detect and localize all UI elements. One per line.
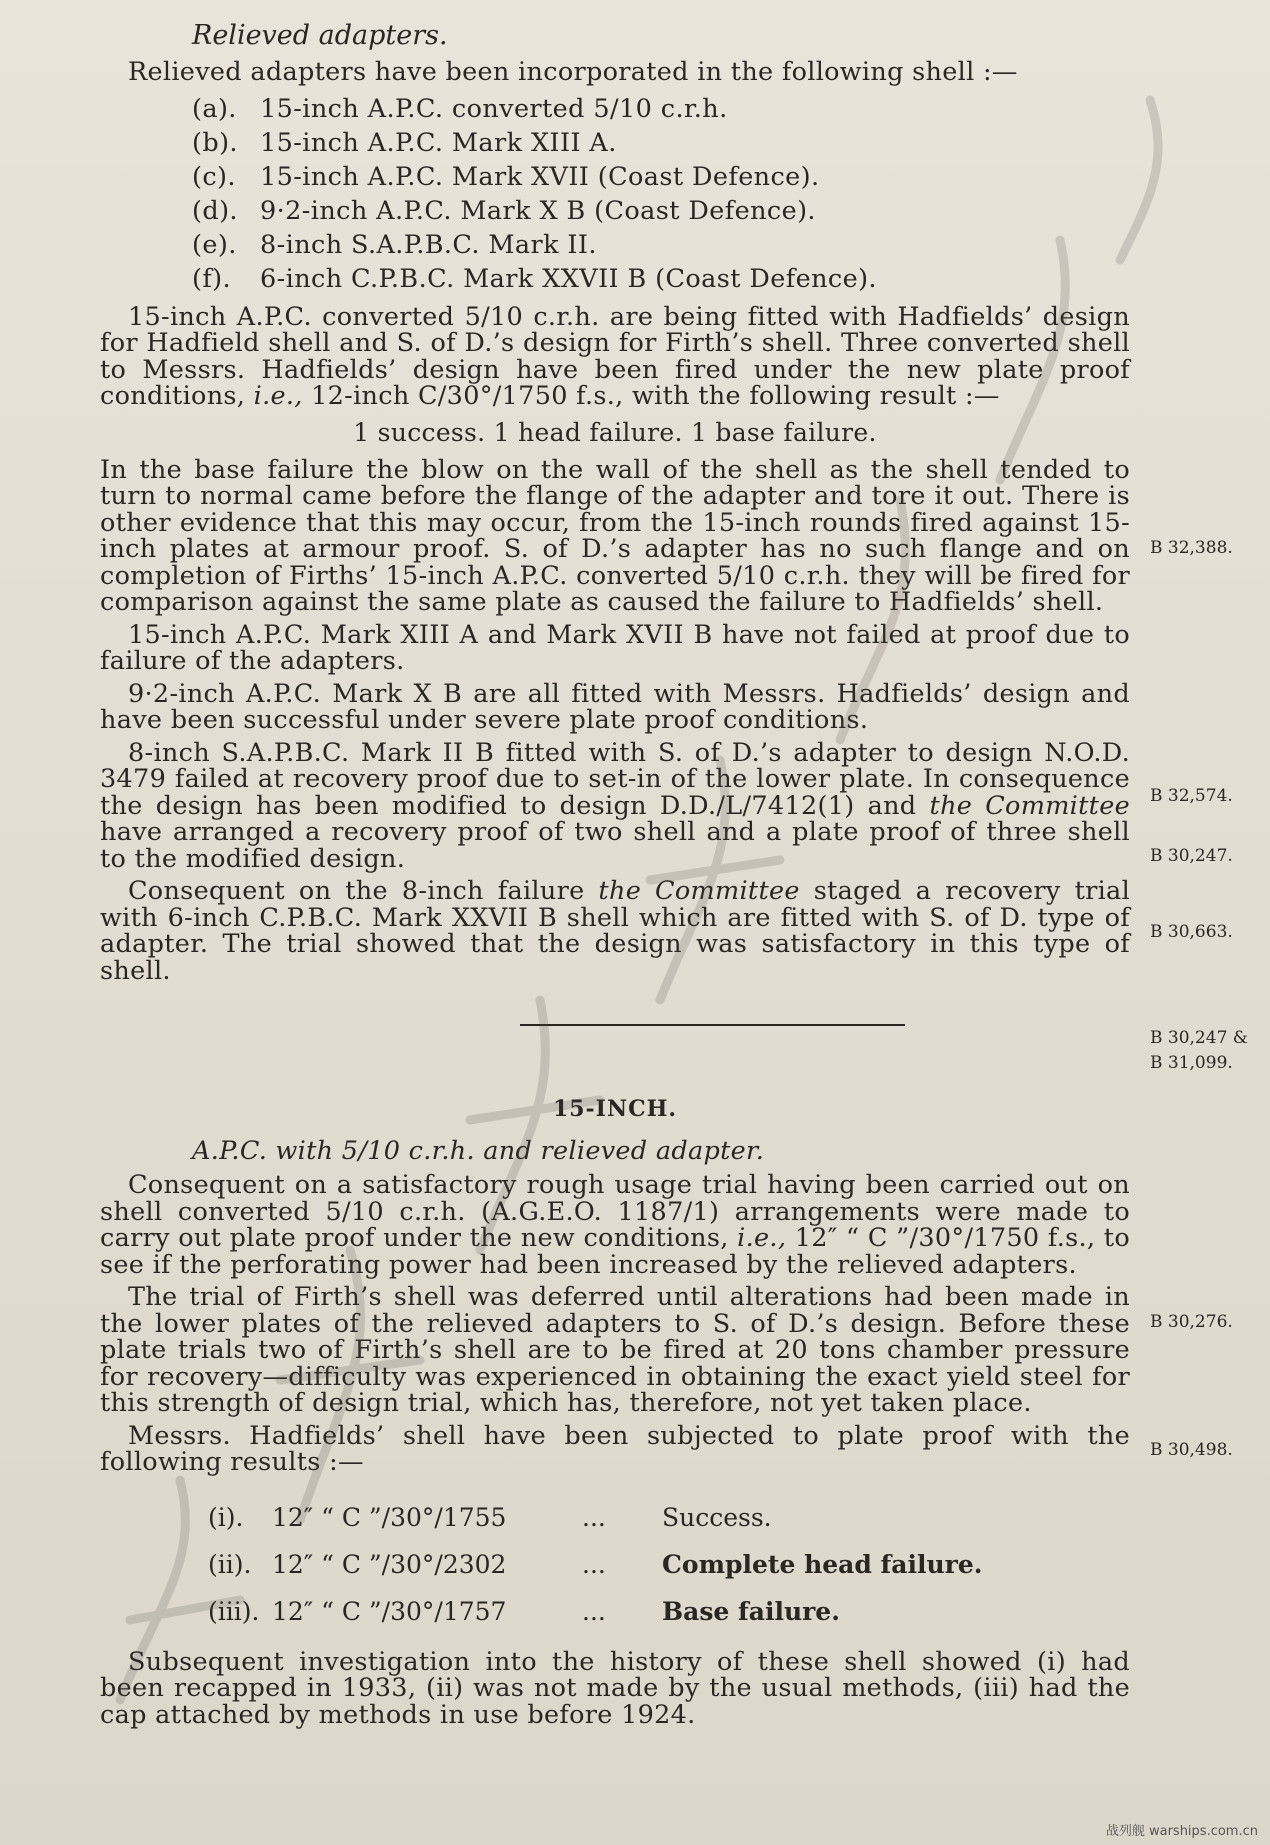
paragraph-text: 15-inch A.P.C. converted 5/10 c.r.h. are being fitted with Hadfields’ design for Hadfield shell and S. of D.’s design for Firth’s shell. Three converted shell to Messrs. Hadfields’ design have been fired under the new plate proof conditions, <box>100 301 1130 411</box>
list-item-text: 15-inch A.P.C. Mark XVII (Coast Defence). <box>260 161 820 192</box>
list-item-text: 6-inch C.P.B.C. Mark XXVII B (Coast Defence). <box>260 263 877 294</box>
paragraph-rough-usage <box>100 1172 1130 1278</box>
list-item <box>192 262 1130 296</box>
margin-reference: B 30,663. <box>1150 922 1233 942</box>
relieved-intro: Relieved adapters have been incorporated in the following shell :— <box>128 57 1018 87</box>
section-divider <box>520 1024 905 1026</box>
paragraph-text: staged a recovery trial with 6-inch C.P.B.C. Mark XXVII B shell which are fitted with S. of D. type of adapter. The trial showed that the design was satisfactory in this type of shell. <box>100 876 1131 986</box>
text-column <box>100 20 1130 1734</box>
relieved-adapters-heading: Relieved adapters. <box>192 20 448 51</box>
paragraph-base-failure: In the base failure the blow on the wall of the shell as the shell tended to turn to normal came before the flange of the adapter and tore it out. There is other evidence that this may occur, from the 15-inch rounds fired against 15-inch plates at armour proof. S. of D.’s adapter has no such flange and on completion of Firths’ 15-inch A.P.C. converted 5/10 c.r.h. they will be fired for comparison against the same plate as caused the failure to Hadfields’ shell. <box>100 454 1130 617</box>
list-item-text: 8-inch S.A.P.B.C. Mark II. <box>260 229 597 260</box>
result-spec: 12″ “ C ”/30°/1755 <box>272 1502 507 1532</box>
list-item-label: (c). <box>192 161 236 192</box>
paragraph-text: 12-inch C/30°/1750 f.s., with the following result :— <box>311 381 1000 411</box>
list-item <box>192 194 1130 228</box>
margin-reference: B 30,247. <box>1150 846 1233 866</box>
apc-subheading: A.P.C. with 5/10 c.r.h. and relieved adapter. <box>192 1136 765 1166</box>
paragraph-text: have arranged a recovery proof of two shell and a plate proof of three shell to the modified design. <box>100 817 1130 874</box>
margin-reference: B 32,388. <box>1150 538 1233 558</box>
result-spec: 12″ “ C ”/30°/1757 <box>272 1596 507 1626</box>
paragraph-hadfields: Messrs. Hadfields’ shell have been subjected to plate proof with the following results :— <box>100 1420 1130 1477</box>
result-num: (ii). <box>208 1549 252 1579</box>
result-num: (iii). <box>208 1596 260 1626</box>
margin-reference: B 30,247 & <box>1150 1028 1248 1048</box>
fifteen-inch-heading: 15-INCH. <box>552 1096 678 1122</box>
list-item-label: (a). <box>192 93 237 124</box>
result-dots: ... <box>582 1549 606 1579</box>
shell-list <box>192 92 1130 296</box>
committee-italic: the Committee <box>598 876 800 906</box>
list-item-label: (d). <box>192 195 238 226</box>
result-num: (i). <box>208 1502 244 1532</box>
result-spec: 12″ “ C ”/30°/2302 <box>272 1549 507 1579</box>
margin-reference: B 32,574. <box>1150 786 1233 806</box>
paragraph-text: Consequent on the 8-inch failure <box>128 876 585 906</box>
list-item-label: (f). <box>192 263 232 294</box>
ie-italic: i.e., <box>737 1223 787 1253</box>
results-list <box>208 1494 1130 1635</box>
paragraph-text: 12″ “ C ”/30°/1750 f.s., to see if the perforating power had been increased by the relieved adapters. <box>100 1223 1130 1280</box>
list-item <box>192 126 1130 160</box>
list-item-text: 15-inch A.P.C. converted 5/10 c.r.h. <box>260 93 728 124</box>
list-item-text: 9·2-inch A.P.C. Mark X B (Coast Defence). <box>260 195 816 226</box>
paragraph-8-inch <box>100 737 1131 874</box>
paragraph-9-2-inch: 9·2-inch A.P.C. Mark X B are all fitted with Messrs. Hadfields’ design and have been successful under severe plate proof conditions. <box>100 678 1130 735</box>
paragraph-6-inch <box>100 878 1130 984</box>
site-watermark: 战列舰 warships.com.cn <box>1105 1824 1258 1839</box>
result-outcome: Base failure. <box>662 1596 840 1626</box>
paragraph-firth-trial: The trial of Firth’s shell was deferred until alterations had been made in the lower plates of the relieved adapters to S. of D.’s design. Before these plate trials two of Firth’s shell are to be fired at 20 tons chamber pressure for recovery—difficulty was experienced in obtaining the exact yield steel for this strength of design trial, which has, therefore, not yet taken place. <box>100 1282 1130 1418</box>
result-row <box>208 1588 1130 1635</box>
result-line: 1 success. 1 head failure. 1 base failure. <box>353 417 877 447</box>
result-row <box>208 1541 1130 1588</box>
paragraph-mark-xiii: 15-inch A.P.C. Mark XIII A and Mark XVII B have not failed at proof due to failure of the adapters. <box>100 619 1130 676</box>
result-dots: ... <box>582 1596 606 1626</box>
margin-reference: B 30,276. <box>1150 1312 1233 1332</box>
paragraph-investigation: Subsequent investigation into the history of these shell showed (i) had been recapped in 1933, (ii) was not made by the usual methods, (iii) had the cap attached by methods in use before 1924. <box>100 1646 1130 1730</box>
margin-reference: B 31,099. <box>1150 1053 1233 1073</box>
list-item-label: (e). <box>192 229 237 260</box>
ie-italic: i.e., <box>253 381 303 411</box>
paragraph-text: Consequent on a satisfactory rough usage trial having been carried out on shell converted 5/10 c.r.h. (A.G.E.O. 1187/1) arrangements were made to carry out plate proof under the new conditions, <box>100 1170 1130 1253</box>
list-item-label: (b). <box>192 127 238 158</box>
result-outcome: Success. <box>662 1502 772 1532</box>
committee-italic: the Committee <box>929 790 1131 821</box>
result-dots: ... <box>582 1502 606 1532</box>
result-row <box>208 1494 1130 1541</box>
result-outcome: Complete head failure. <box>662 1549 983 1579</box>
list-item <box>192 228 1130 262</box>
margin-reference: B 30,498. <box>1150 1440 1233 1460</box>
paragraph-converted <box>100 301 1130 411</box>
list-item <box>192 92 1130 126</box>
list-item <box>192 160 1130 194</box>
list-item-text: 15-inch A.P.C. Mark XIII A. <box>260 127 617 158</box>
paragraph-text: 8-inch S.A.P.B.C. Mark II B fitted with S. of D.’s adapter to design N.O.D. 3479 failed at recovery proof due to set-in of the lower plate. In consequence the design has been modified to design D.D./L/7412(1) and <box>100 737 1130 821</box>
